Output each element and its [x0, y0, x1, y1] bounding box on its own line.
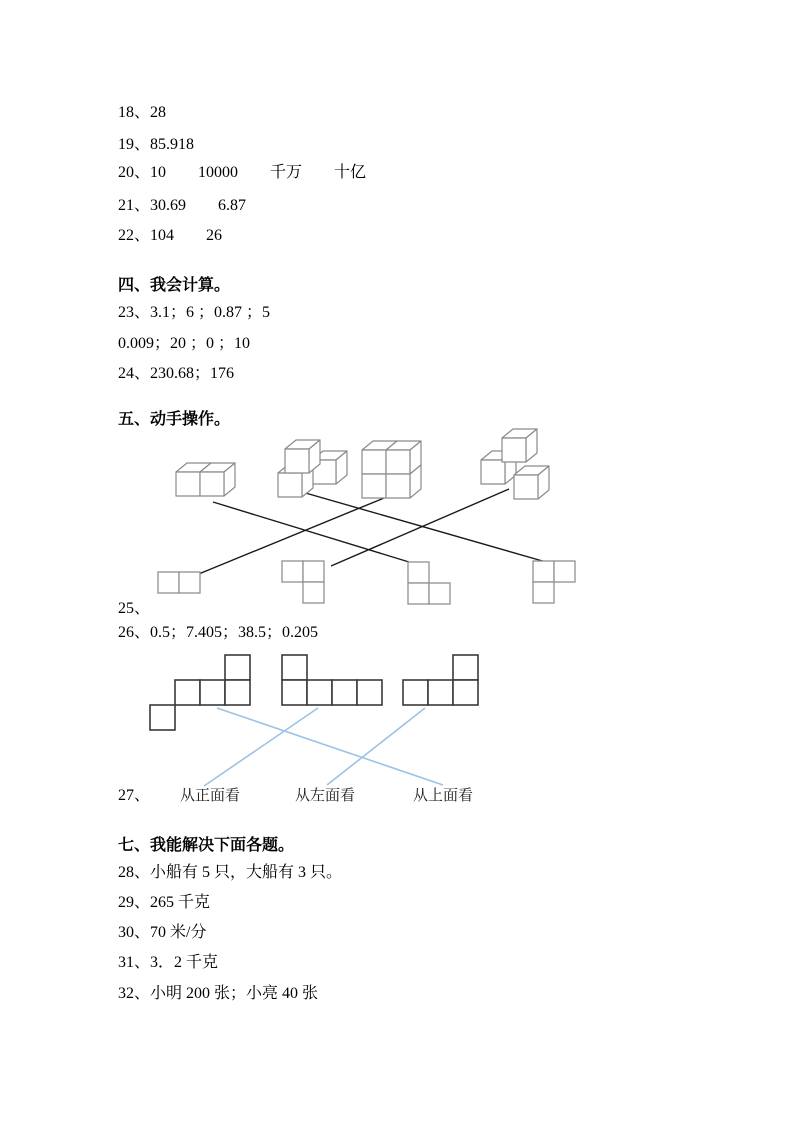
flat-shape-4: [533, 561, 575, 603]
cube-figure-4: [481, 429, 549, 499]
answer-line-19: 19、85.918: [118, 136, 195, 153]
flat-shape-1: [158, 572, 200, 593]
answer-line-31: 31、3．2 千克: [118, 954, 219, 971]
answer-line-25: 25、: [118, 600, 151, 617]
match-line-cube1-shape3: [213, 502, 409, 562]
views-matching-diagram: [140, 648, 570, 813]
answer-line-30: 30、70 米/分: [118, 924, 207, 941]
view-match-lines: [204, 708, 443, 786]
cube-match-lines: [189, 489, 546, 578]
flat-shape-3: [408, 562, 450, 604]
answer-line-18: 18、28: [118, 104, 167, 121]
answer-line-23b: 0.009；20 ；0 ；10: [118, 335, 251, 352]
answer-line-32: 32、小明 200 张；小亮 40 张: [118, 985, 319, 1002]
answer-line-20: 20、10 10000 千万 十亿: [118, 164, 367, 181]
answer-line-26: 26、0.5；7.405；38.5；0.205: [118, 624, 319, 641]
cube-figure-1: [176, 463, 235, 496]
view-label-front: 从正面看: [180, 788, 241, 804]
cube-matching-diagram: [140, 428, 600, 618]
section-heading-5: 五、动手操作。: [118, 411, 231, 428]
section-heading-4: 四、我会计算。: [118, 277, 231, 294]
answer-line-27: 27、: [118, 787, 151, 804]
view-label-left: 从左面看: [295, 788, 356, 804]
net-shape-2: [282, 655, 382, 705]
answer-line-28: 28、小船有 5 只，大船有 3 只。: [118, 864, 343, 881]
answer-line-22: 22、104 26: [118, 227, 223, 244]
view-label-top: 从上面看: [413, 788, 474, 804]
answer-line-29: 29、265 千克: [118, 894, 211, 911]
match-line-cube2-shape4: [302, 492, 546, 562]
net-shape-1: [150, 655, 250, 730]
net-shape-3: [403, 655, 478, 705]
cube-figure-3: [362, 441, 421, 498]
answer-line-23a: 23、3.1；6 ；0.87 ；5: [118, 304, 271, 321]
match-line-cube4-shape2: [331, 489, 509, 566]
match-line-shape2-front: [204, 708, 318, 786]
answer-line-24: 24、230.68；176: [118, 365, 235, 382]
answer-line-21: 21、30.69 6.87: [118, 197, 247, 214]
section-heading-7: 七、我能解决下面各题。: [118, 837, 295, 854]
flat-shape-2: [282, 561, 324, 603]
cube-figure-2: [278, 440, 347, 497]
